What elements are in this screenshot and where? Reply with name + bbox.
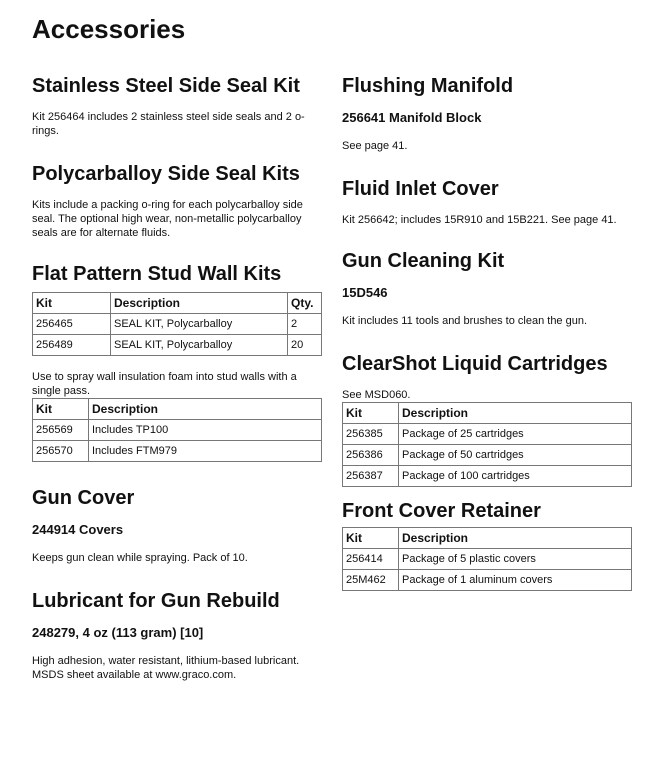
table-cell: 25M462: [343, 570, 399, 591]
table-cell: Package of 50 cartridges: [399, 445, 632, 466]
table-cell: 256387: [343, 466, 399, 487]
section-text: Use to spray wall insulation foam into stud walls with a single pass.: [32, 371, 297, 397]
table-row: [343, 466, 632, 487]
right-column: [342, 74, 632, 591]
table-cell: 256569: [33, 420, 89, 441]
section-text: Kits include a packing o-ring for each polycarballoy side seal. The optional high wear, non-metallic polycarballoy seals are for alternate fluids.: [32, 199, 303, 239]
table-cell: Package of 5 plastic covers: [399, 549, 632, 570]
table-cell: Package of 25 cartridges: [399, 424, 632, 445]
table-cell: 256489: [33, 335, 111, 356]
table-cell: Includes FTM979: [89, 441, 322, 462]
section-title: Gun Cover: [32, 487, 135, 509]
section-title: Lubricant for Gun Rebuild: [32, 590, 280, 612]
table-row: [343, 570, 632, 591]
table-cell: SEAL KIT, Polycarballoy: [111, 314, 288, 335]
table-row: [33, 420, 322, 441]
section-title: Flushing Manifold: [342, 75, 514, 97]
table-row: [343, 424, 632, 445]
section-title: Flat Pattern Stud Wall Kits: [32, 263, 282, 285]
data-table: [32, 292, 322, 356]
section-title: Stainless Steel Side Seal Kit: [32, 75, 300, 97]
data-table: [342, 402, 632, 487]
left-column: [32, 74, 322, 682]
table-cell: 20: [288, 335, 322, 356]
table-header: [343, 403, 632, 424]
section-text: See page 41.: [342, 140, 408, 152]
section-text: High adhesion, water resistant, lithium-based lubricant. MSDS sheet available at www.graco.com.: [32, 655, 300, 681]
section-subtitle: 15D546: [342, 285, 388, 300]
table-header-cell: Kit: [343, 528, 399, 549]
table-header-cell: Kit: [343, 403, 399, 424]
section-title: ClearShot Liquid Cartridges: [342, 353, 608, 375]
table-cell: Package of 100 cartridges: [399, 466, 632, 487]
table-row: [33, 441, 322, 462]
section-text: See MSD060.: [342, 389, 411, 401]
section-text: Kit 256642; includes 15R910 and 15B221. See page 41.: [342, 214, 617, 226]
table-cell: 256570: [33, 441, 89, 462]
section-title: Front Cover Retainer: [342, 500, 541, 522]
table-header-cell: Description: [399, 403, 632, 424]
table-cell: 256386: [343, 445, 399, 466]
table-header: [343, 528, 632, 549]
table-cell: Includes TP100: [89, 420, 322, 441]
table-row: [33, 314, 322, 335]
page-title: Accessories: [32, 14, 186, 44]
table-header-cell: Description: [111, 293, 288, 314]
section-subtitle: 256641 Manifold Block: [342, 110, 482, 125]
data-table: [32, 398, 322, 462]
section-text: Kit 256464 includes 2 stainless steel side seals and 2 o-rings.: [32, 111, 305, 137]
table-header: [33, 293, 322, 314]
table-cell: 256414: [343, 549, 399, 570]
data-table: [342, 527, 632, 591]
table-cell: 256465: [33, 314, 111, 335]
section-subtitle: 248279, 4 oz (113 gram) [10]: [32, 625, 204, 640]
section-subtitle: 244914 Covers: [32, 522, 124, 537]
table-header: [33, 399, 322, 420]
table-header-cell: Kit: [33, 399, 89, 420]
section-title: Fluid Inlet Cover: [342, 178, 499, 200]
section-text: Keeps gun clean while spraying. Pack of 10.: [32, 552, 248, 564]
table-cell: 256385: [343, 424, 399, 445]
table-cell: Package of 1 aluminum covers: [399, 570, 632, 591]
section-title: Gun Cleaning Kit: [342, 250, 505, 272]
table-header-cell: Qty.: [288, 293, 322, 314]
table-row: [33, 335, 322, 356]
table-row: [343, 445, 632, 466]
table-header-cell: Kit: [33, 293, 111, 314]
table-header-cell: Description: [89, 399, 322, 420]
section-title: Polycarballoy Side Seal Kits: [32, 163, 300, 185]
table-header-cell: Description: [399, 528, 632, 549]
section-text: Kit includes 11 tools and brushes to clean the gun.: [342, 315, 588, 327]
table-cell: 2: [288, 314, 322, 335]
table-row: [343, 549, 632, 570]
table-cell: SEAL KIT, Polycarballoy: [111, 335, 288, 356]
